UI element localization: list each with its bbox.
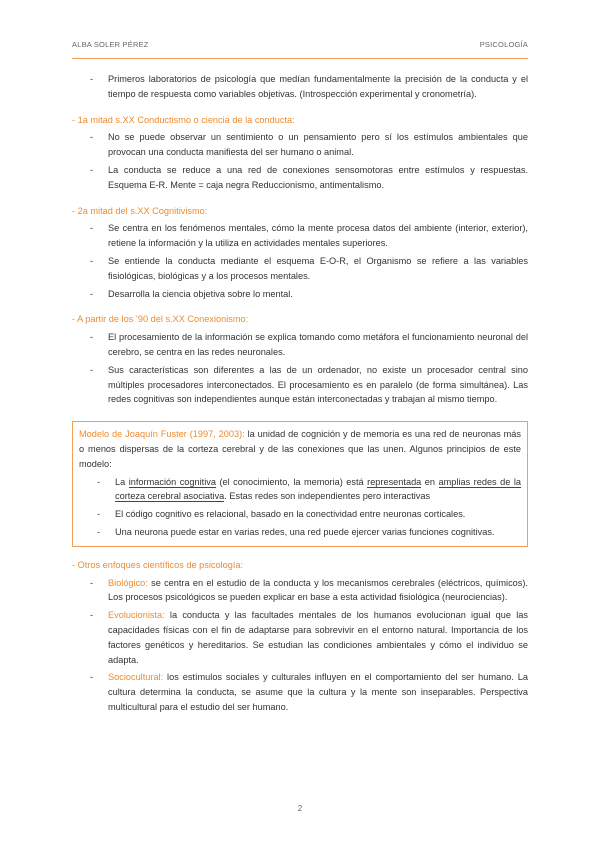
section-heading-conexionismo: - A partir de los ’90 del s.XX Conexionismo:: [72, 314, 249, 325]
fuster-model-box: [72, 421, 528, 547]
box-lead: Modelo de Joaquín Fuster (1997, 2003): la unidad de cognición y de memoria es una red de neuronas más o menos dispersas de la corteza cerebral y de las conexiones que las unen. Algunos principios de este modelo:: [79, 429, 521, 469]
list-item: - No se puede observar un sentimiento o un pensamiento pero sí los estímulos ambientales que provocan una conducta manifiesta del ser humano o animal.: [90, 132, 528, 158]
section-heading-otros: - Otros enfoques científicos de psicología:: [72, 559, 244, 570]
box-list: [79, 475, 521, 540]
list-item: - Sus características son diferentes a las de un ordenador, no existe un procesador central sino múltiples procesadores interconectados. El procesamiento es en paralelo (de forma simultánea). Las redes cognitivas son independientes aunque están interconectadas y trabajan al mismo tiempo.: [90, 364, 528, 405]
section-heading-conductismo: - 1a mitad s.XX Conductismo o ciencia de la conducta:: [72, 114, 295, 125]
list-item: - Se centra en los fenómenos mentales, cómo la mente procesa datos del ambiente (interior, exterior), retiene la información y la utiliza en actividades mentales superiores.: [90, 223, 528, 249]
list-item: - Sociocultural: los estímulos sociales y culturales influyen en el comportamiento del ser humano. La cultura determina la conducta, se asume que la cultura y la mente son inseparables. Perspectiva multicultural para el estudio del ser humano.: [90, 672, 528, 712]
list-item: - Evolucionista: la conducta y las facultades mentales de los humanos evolucionan igual que las capacidades físicas con el fin de adaptarse para sobrevivir en el entorno natural. Importancia de los factores genéticos y hereditarios. Se estudian las condiciones ambientales y cómo el individuo se adapta.: [90, 610, 528, 665]
author-name: ALBA SOLER PÉREZ: [72, 40, 149, 49]
subject-title: PSICOLOGÍA: [479, 40, 528, 49]
list-item: - Se entiende la conducta mediante el esquema E-O-R, el Organismo se refiere a las variables fisiológicas, biológicas y a los procesos mentales.: [90, 255, 528, 281]
list-item: - Desarrolla la ciencia objetiva sobre lo mental.: [90, 288, 293, 299]
section-list-otros: [72, 576, 528, 715]
list-item: - Biológico: se centra en el estudio de la conducta y los mecanismos cerebrales (eléctricos, químicos). Los procesos psicológicos se pueden explicar en base a esta actividad fisiológica (neurociencias).: [90, 577, 528, 603]
section-list-conductismo: [72, 130, 528, 192]
list-item: - El código cognitivo es relacional, basado en la conectividad entre neuronas corticales.: [97, 509, 466, 520]
page-header: [72, 40, 528, 54]
section-list-conexionismo: [72, 330, 528, 407]
list-item: - Primeros laboratorios de psicología que medían fundamentalmente la precisión de la conducta y el tiempo de respuesta como variables objetivas. (Introspección experimental y cronometría).: [90, 74, 528, 99]
list-item: - La conducta se reduce a una red de conexiones sensomotoras entre estímulos y respuestas. Esquema E-R. Mente = caja negra Reduccionismo, antimentalismo.: [90, 164, 528, 190]
page-number: 2: [297, 804, 303, 813]
box-lead-highlight: Modelo de Joaquín Fuster (1997, 2003):: [79, 429, 245, 440]
list-item: - Una neurona puede estar en varias redes, una red puede ejercer varias funciones cognitivas.: [97, 526, 495, 537]
page-body: [72, 72, 528, 718]
list-item: - El procesamiento de la información se explica tomando como metáfora el funcionamiento neuronal del cerebro, se centra en las redes neuronales.: [90, 332, 528, 357]
list-item: - La información cognitiva (el conocimiento, la memoria) está representada en amplias redes de la corteza cerebral asociativa. Estas redes son independientes pero interactivas: [97, 476, 522, 502]
section-heading-cognitivismo: - 2a mitad del s.XX Cognitivismo:: [72, 205, 208, 216]
section-list-cognitivismo: [72, 221, 528, 301]
intro-list: [72, 72, 528, 102]
header-divider: [72, 58, 528, 59]
